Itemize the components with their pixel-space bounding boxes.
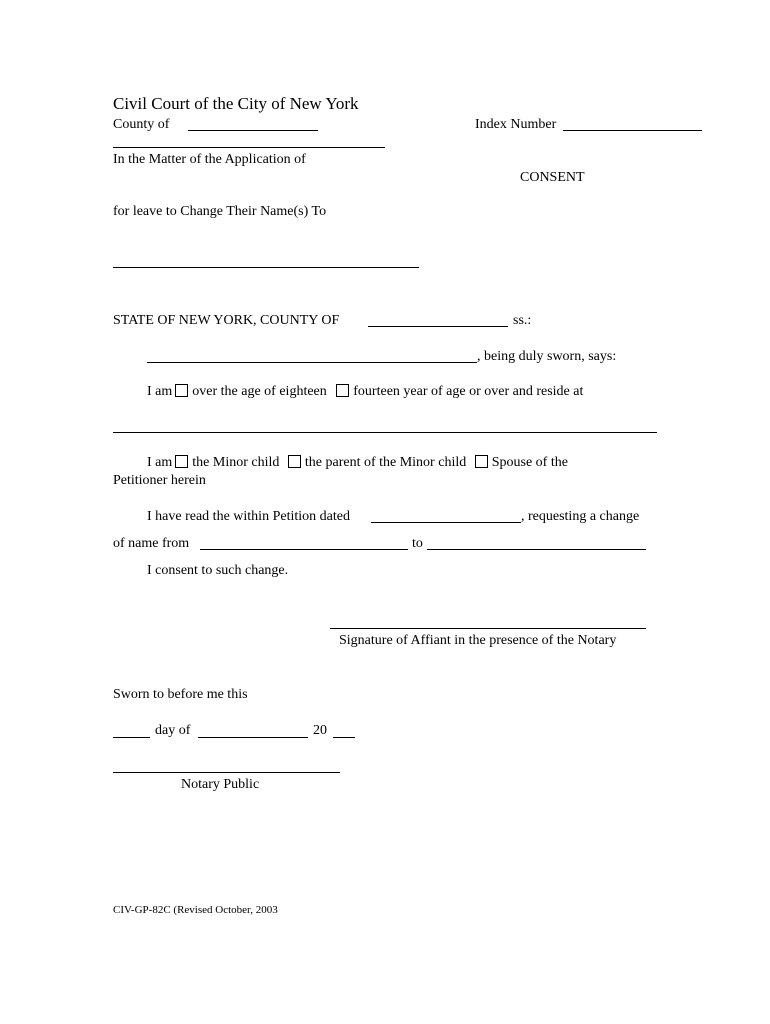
form-id: CIV-GP-82C (Revised October, 2003: [113, 904, 278, 916]
petition-date-field[interactable]: [371, 522, 521, 523]
applicant-name-field[interactable]: [113, 147, 385, 148]
i-am-label: I am: [147, 384, 173, 399]
index-number-label: Index Number: [475, 117, 557, 132]
parent-of-minor-checkbox[interactable]: [288, 455, 301, 468]
read-petition-text: I have read the within Petition dated: [147, 509, 350, 524]
year-field[interactable]: [333, 737, 355, 738]
ss-label: ss.:: [513, 313, 532, 328]
consent-text: I consent to such change.: [147, 563, 289, 578]
county-field[interactable]: [188, 130, 318, 131]
matter-text: In the Matter of the Application of: [113, 152, 306, 167]
consent-heading: CONSENT: [520, 170, 585, 185]
day-of-label: day of: [155, 723, 191, 738]
spouse-checkbox[interactable]: [475, 455, 488, 468]
fourteen-or-over-checkbox[interactable]: [336, 384, 349, 397]
of-name-from-label: of name from: [113, 536, 190, 551]
parent-of-minor-label: the parent of the Minor child: [304, 455, 467, 470]
name-from-field[interactable]: [200, 549, 408, 550]
age-row: [147, 383, 583, 401]
name-to-field[interactable]: [427, 549, 646, 550]
affiant-name-field[interactable]: [147, 362, 477, 363]
month-field[interactable]: [198, 737, 308, 738]
fourteen-or-over-label: fourteen year of age or over and reside at: [353, 384, 584, 399]
sworn-before-text: Sworn to before me this: [113, 687, 248, 702]
i-am-label-2: I am: [147, 455, 173, 470]
notary-public-label: Notary Public: [181, 777, 260, 792]
year-prefix: 20: [313, 723, 327, 738]
index-number-field[interactable]: [563, 130, 702, 131]
over-eighteen-label: over the age of eighteen: [192, 384, 327, 399]
minor-child-checkbox[interactable]: [175, 455, 188, 468]
over-eighteen-checkbox[interactable]: [175, 384, 188, 397]
new-name-field[interactable]: [113, 267, 419, 268]
affiant-signature-field[interactable]: [330, 628, 646, 629]
venue-county-field[interactable]: [368, 326, 508, 327]
court-title: Civil Court of the City of New York: [113, 94, 359, 113]
petitioner-herein-text: Petitioner herein: [113, 473, 206, 488]
county-label: County of: [113, 117, 170, 132]
relation-row: [147, 454, 568, 472]
residence-address-field[interactable]: [113, 432, 657, 433]
spouse-label: Spouse of the: [491, 455, 568, 470]
state-county-label: STATE OF NEW YORK, COUNTY OF: [113, 313, 340, 328]
day-field[interactable]: [113, 737, 150, 738]
leave-text: for leave to Change Their Name(s) To: [113, 204, 327, 219]
requesting-change-text: , requesting a change: [521, 509, 640, 524]
minor-child-label: the Minor child: [192, 455, 280, 470]
affiant-signature-caption: Signature of Affiant in the presence of the Notary: [339, 633, 617, 648]
to-label: to: [412, 536, 423, 551]
notary-signature-field[interactable]: [113, 772, 340, 773]
sworn-says-text: , being duly sworn, says:: [477, 349, 617, 364]
